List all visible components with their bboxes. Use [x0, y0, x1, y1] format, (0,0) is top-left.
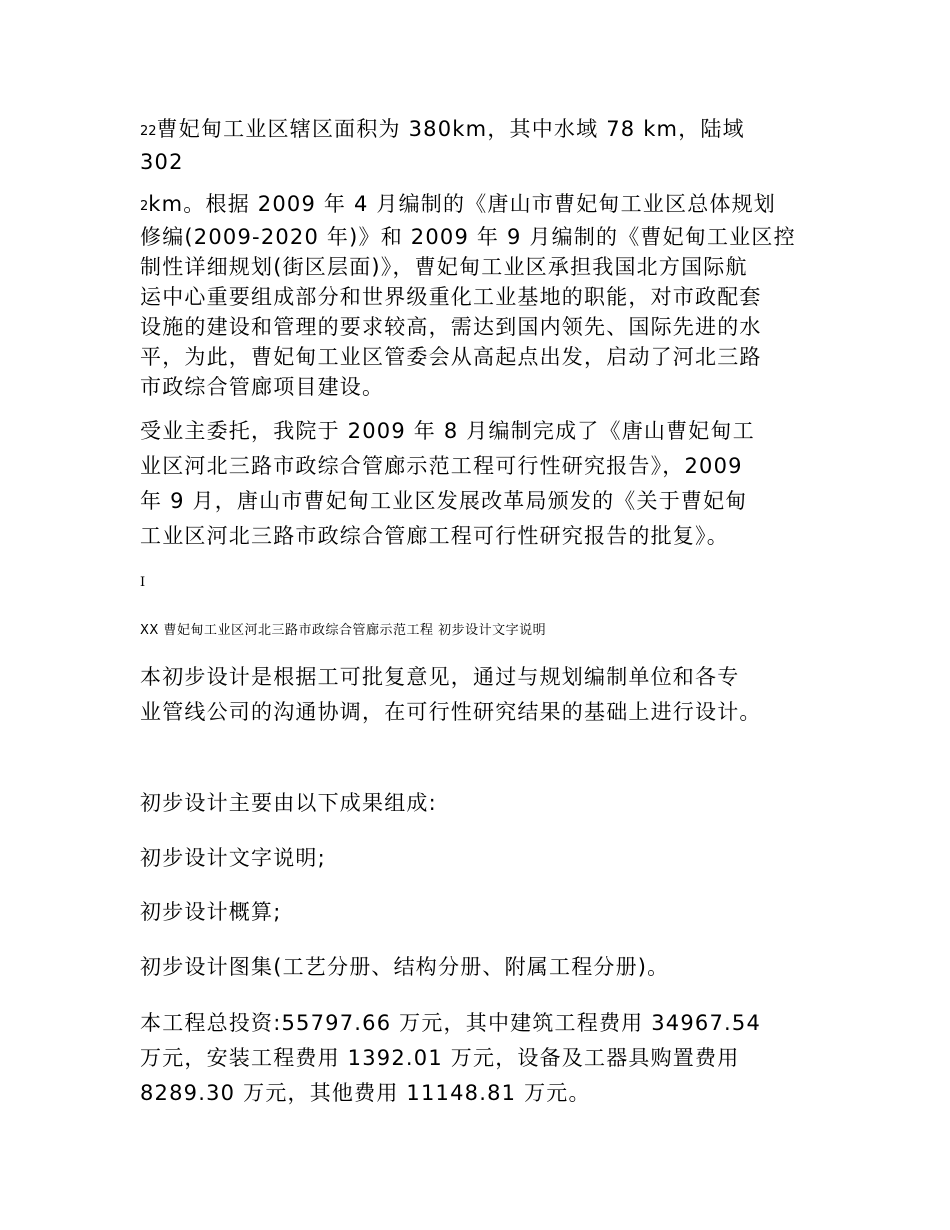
results-item [140, 897, 820, 927]
results-item-text: 初步设计文字说明; [140, 846, 326, 870]
area-line-1-text: 曹妃甸工业区辖区面积为 380km，其中水域 78 km，陆域 [156, 117, 745, 141]
background-line: 制性详细规划(街区层面)》，曹妃甸工业区承担我国北方国际航 [140, 255, 748, 279]
design-basis-paragraph [140, 660, 820, 730]
feasibility-line: 工业区河北三路市政综合管廊工程可行性研究报告的批复》。 [140, 524, 729, 548]
feasibility-paragraph [140, 414, 820, 554]
investment-line: 万元，安装工程费用 1392.01 万元，设备及工器具购置费用 [140, 1046, 740, 1070]
background-line: 市政综合管廊项目建设。 [140, 375, 385, 399]
results-item-text: 初步设计概算; [140, 900, 282, 924]
background-line: 平，为此，曹妃甸工业区管委会从高起点出发，启动了河北三路 [140, 345, 762, 369]
area-line-1 [140, 114, 820, 147]
results-item [140, 843, 820, 873]
results-intro-text: 初步设计主要由以下成果组成: [140, 791, 437, 815]
background-line: 设施的建设和管理的要求较高，需达到国内领先、国际先进的水 [140, 315, 762, 339]
investment-paragraph [140, 1006, 820, 1111]
feasibility-line: 业区河北三路市政综合管廊示范工程可行性研究报告》，2009 [140, 454, 743, 478]
area-paragraph [140, 114, 820, 177]
running-header: XX 曹妃甸工业区河北三路市政综合管廊示范工程 初步设计文字说明 [140, 623, 547, 638]
investment-line: 8289.30 万元，其他费用 11148.81 万元。 [140, 1081, 591, 1105]
area-superscript-prefix: 22 [140, 124, 157, 139]
results-item [140, 952, 820, 982]
area-line-2: 302 [140, 150, 184, 174]
feasibility-line: 受业主委托，我院于 2009 年 8 月编制完成了《唐山曹妃甸工 [140, 419, 755, 443]
results-item-text: 初步设计图集(工艺分册、结构分册、附属工程分册)。 [140, 955, 670, 979]
results-intro [140, 788, 820, 818]
background-paragraph [140, 189, 820, 402]
background-line: 修编(2009-2020 年)》和 2009 年 9 月编制的《曹妃甸工业区控 [140, 225, 796, 249]
background-line [140, 189, 820, 222]
design-basis-line: 本初步设计是根据工可批复意见，通过与规划编制单位和各专 [140, 665, 740, 689]
feasibility-line: 年 9 月，唐山市曹妃甸工业区发展改革局颁发的《关于曹妃甸 [140, 489, 748, 513]
design-basis-line: 业管线公司的沟通协调，在可行性研究结果的基础上进行设计。 [140, 700, 762, 724]
background-line: 运中心重要组成部分和世界级重化工业基地的职能，对市政配套 [140, 285, 762, 309]
background-line-text: km。根据 2009 年 4 月编制的《唐山市曹妃甸工业区总体规划 [148, 192, 777, 216]
background-superscript-prefix: 2 [140, 199, 149, 214]
investment-line: 本工程总投资:55797.66 万元，其中建筑工程费用 34967.54 [140, 1011, 762, 1035]
page-number: I [140, 575, 146, 590]
